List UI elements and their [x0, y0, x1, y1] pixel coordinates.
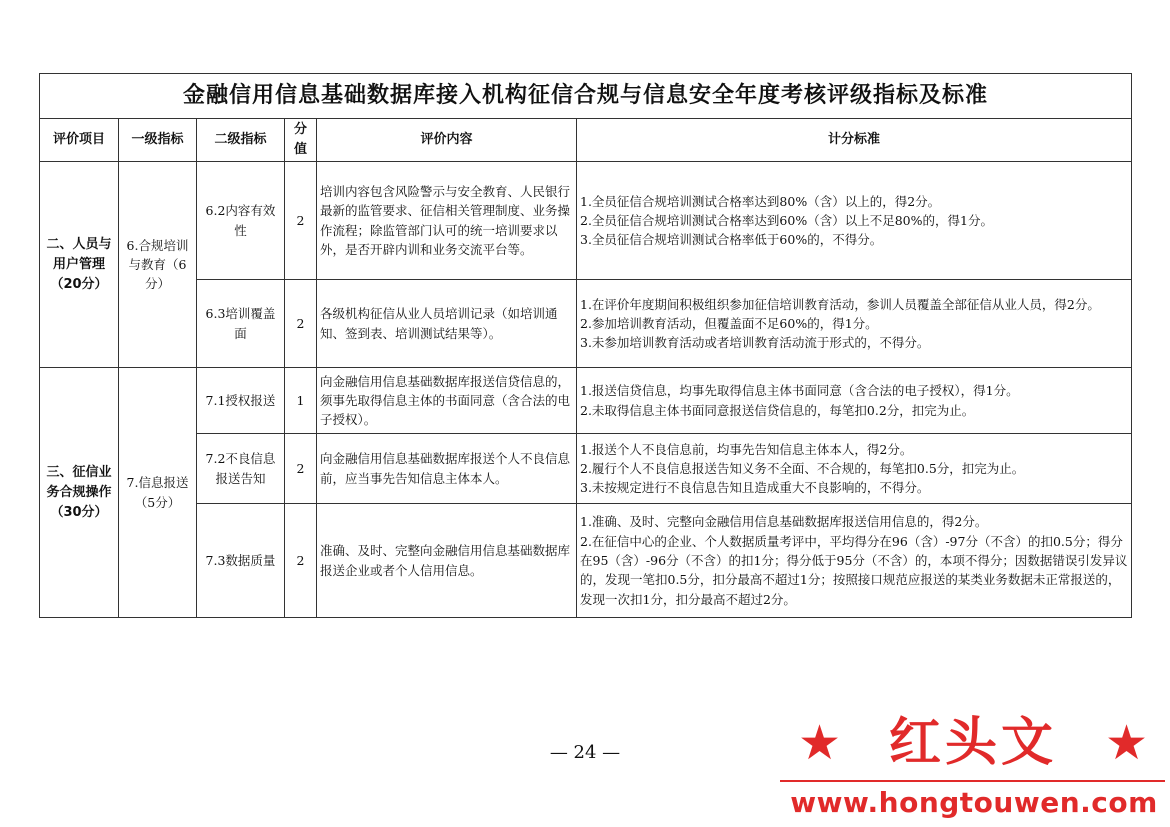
level2-cell: 7.3数据质量	[197, 504, 285, 618]
star-icon: ★	[1104, 715, 1148, 771]
table-title: 金融信用信息基础数据库接入机构征信合规与信息安全年度考核评级指标及标准	[40, 74, 1132, 119]
content-cell: 各级机构征信从业人员培训记录（如培训通知、签到表、培训测试结果等）。	[317, 280, 577, 368]
table-row	[40, 162, 1132, 280]
category-cell: 二、人员与用户管理（20分）	[40, 162, 119, 368]
standard-line: 1.全员征信合规培训测试合格率达到80%（含）以上的，得2分。	[580, 193, 941, 209]
score-cell: 2	[285, 280, 317, 368]
score-cell: 2	[285, 162, 317, 280]
standard-line: 2.未取得信息主体书面同意报送信贷信息的，每笔扣0.2分，扣完为止。	[580, 402, 975, 418]
content-cell: 培训内容包含风险警示与安全教育、人民银行最新的监管要求、征信相关管理制度、业务操作流程；除监管部门认可的统一培训要求以外，是否开辟内训和业务交流平台等。	[317, 162, 577, 280]
content-cell: 向金融信用信息基础数据库报送信贷信息的，须事先取得信息主体的书面同意（含合法的电子授权）。	[317, 368, 577, 434]
score-cell: 2	[285, 434, 317, 504]
standard-cell	[577, 162, 1132, 280]
assessment-sheet	[39, 73, 1131, 618]
header-row	[40, 119, 1132, 162]
header-evaluation-item: 评价项目	[40, 119, 119, 162]
standard-cell	[577, 280, 1132, 368]
level2-cell: 7.1授权报送	[197, 368, 285, 434]
level1-cell: 7.信息报送（5分）	[119, 368, 197, 618]
header-scoring-standard: 计分标准	[577, 119, 1132, 162]
standard-line: 2.全员征信合规培训测试合格率达到60%（含）以上不足80%的，得1分。	[580, 213, 993, 229]
level2-cell: 6.2内容有效性	[197, 162, 285, 280]
header-evaluation-content: 评价内容	[317, 119, 577, 162]
level2-cell: 6.3培训覆盖面	[197, 280, 285, 368]
watermark-logo	[798, 712, 1148, 774]
table-row	[40, 368, 1132, 434]
standard-line: 3.未参加培训教育活动或者培训教育活动流于形式的，不得分。	[580, 335, 930, 351]
score-cell: 2	[285, 504, 317, 618]
table-row	[40, 504, 1132, 618]
standard-cell	[577, 504, 1132, 618]
standard-line: 1.准确、及时、完整向金融信用信息基础数据库报送信用信息的，得2分。	[580, 514, 988, 530]
score-cell: 1	[285, 368, 317, 434]
standard-line: 2.履行个人不良信息报送告知义务不全面、不合规的，每笔扣0.5分，扣完为止。	[580, 461, 1025, 477]
assessment-table	[39, 73, 1132, 618]
standard-cell	[577, 434, 1132, 504]
level1-cell: 6.合规培训与教育（6分）	[119, 162, 197, 368]
star-icon: ★	[798, 715, 842, 771]
standard-line: 3.全员征信合规培训测试合格率低于60%的，不得分。	[580, 232, 883, 248]
content-cell: 准确、及时、完整向金融信用信息基础数据库报送企业或者个人信用信息。	[317, 504, 577, 618]
header-level2-indicator: 二级指标	[197, 119, 285, 162]
standard-cell	[577, 368, 1132, 434]
standard-line: 1.报送信贷信息，均事先取得信息主体书面同意（含合法的电子授权），得1分。	[580, 383, 1019, 399]
table-row	[40, 280, 1132, 368]
watermark-name: 红头文	[888, 713, 1057, 773]
standard-line: 1.报送个人不良信息前，均事先告知信息主体本人，得2分。	[580, 441, 913, 457]
header-level1-indicator: 一级指标	[119, 119, 197, 162]
category-cell: 三、征信业务合规操作（30分）	[40, 368, 119, 618]
watermark-rule	[780, 780, 1165, 782]
standard-line: 2.参加培训教育活动，但覆盖面不足60%的，得1分。	[580, 316, 878, 332]
watermark-url: www.hongtouwen.com	[790, 786, 1158, 819]
level2-cell: 7.2不良信息报送告知	[197, 434, 285, 504]
page-number: — 24 —	[549, 742, 621, 763]
table-row	[40, 434, 1132, 504]
standard-line: 2.在征信中心的企业、个人数据质量考评中，平均得分在96（含）-97分（不含）的扣0.5分；得分在95（含）-96分（不含）的扣1分；得分低于95分（不含）的，本项不得分；因数据错误引发异议的，发现一笔扣0.5分，扣分最高不超过1分；按照接口规范应报送的某类业务数据未正常报送的，发现一次扣1分，扣分最高不超过2分。	[580, 533, 1128, 607]
standard-line: 1.在评价年度期间积极组织参加征信培训教育活动，参训人员覆盖全部征信从业人员，得2分。	[580, 296, 1100, 312]
content-cell: 向金融信用信息基础数据库报送个人不良信息前，应当事先告知信息主体本人。	[317, 434, 577, 504]
header-score: 分值	[285, 119, 317, 162]
standard-line: 3.未按规定进行不良信息告知且造成重大不良影响的，不得分。	[580, 480, 930, 496]
